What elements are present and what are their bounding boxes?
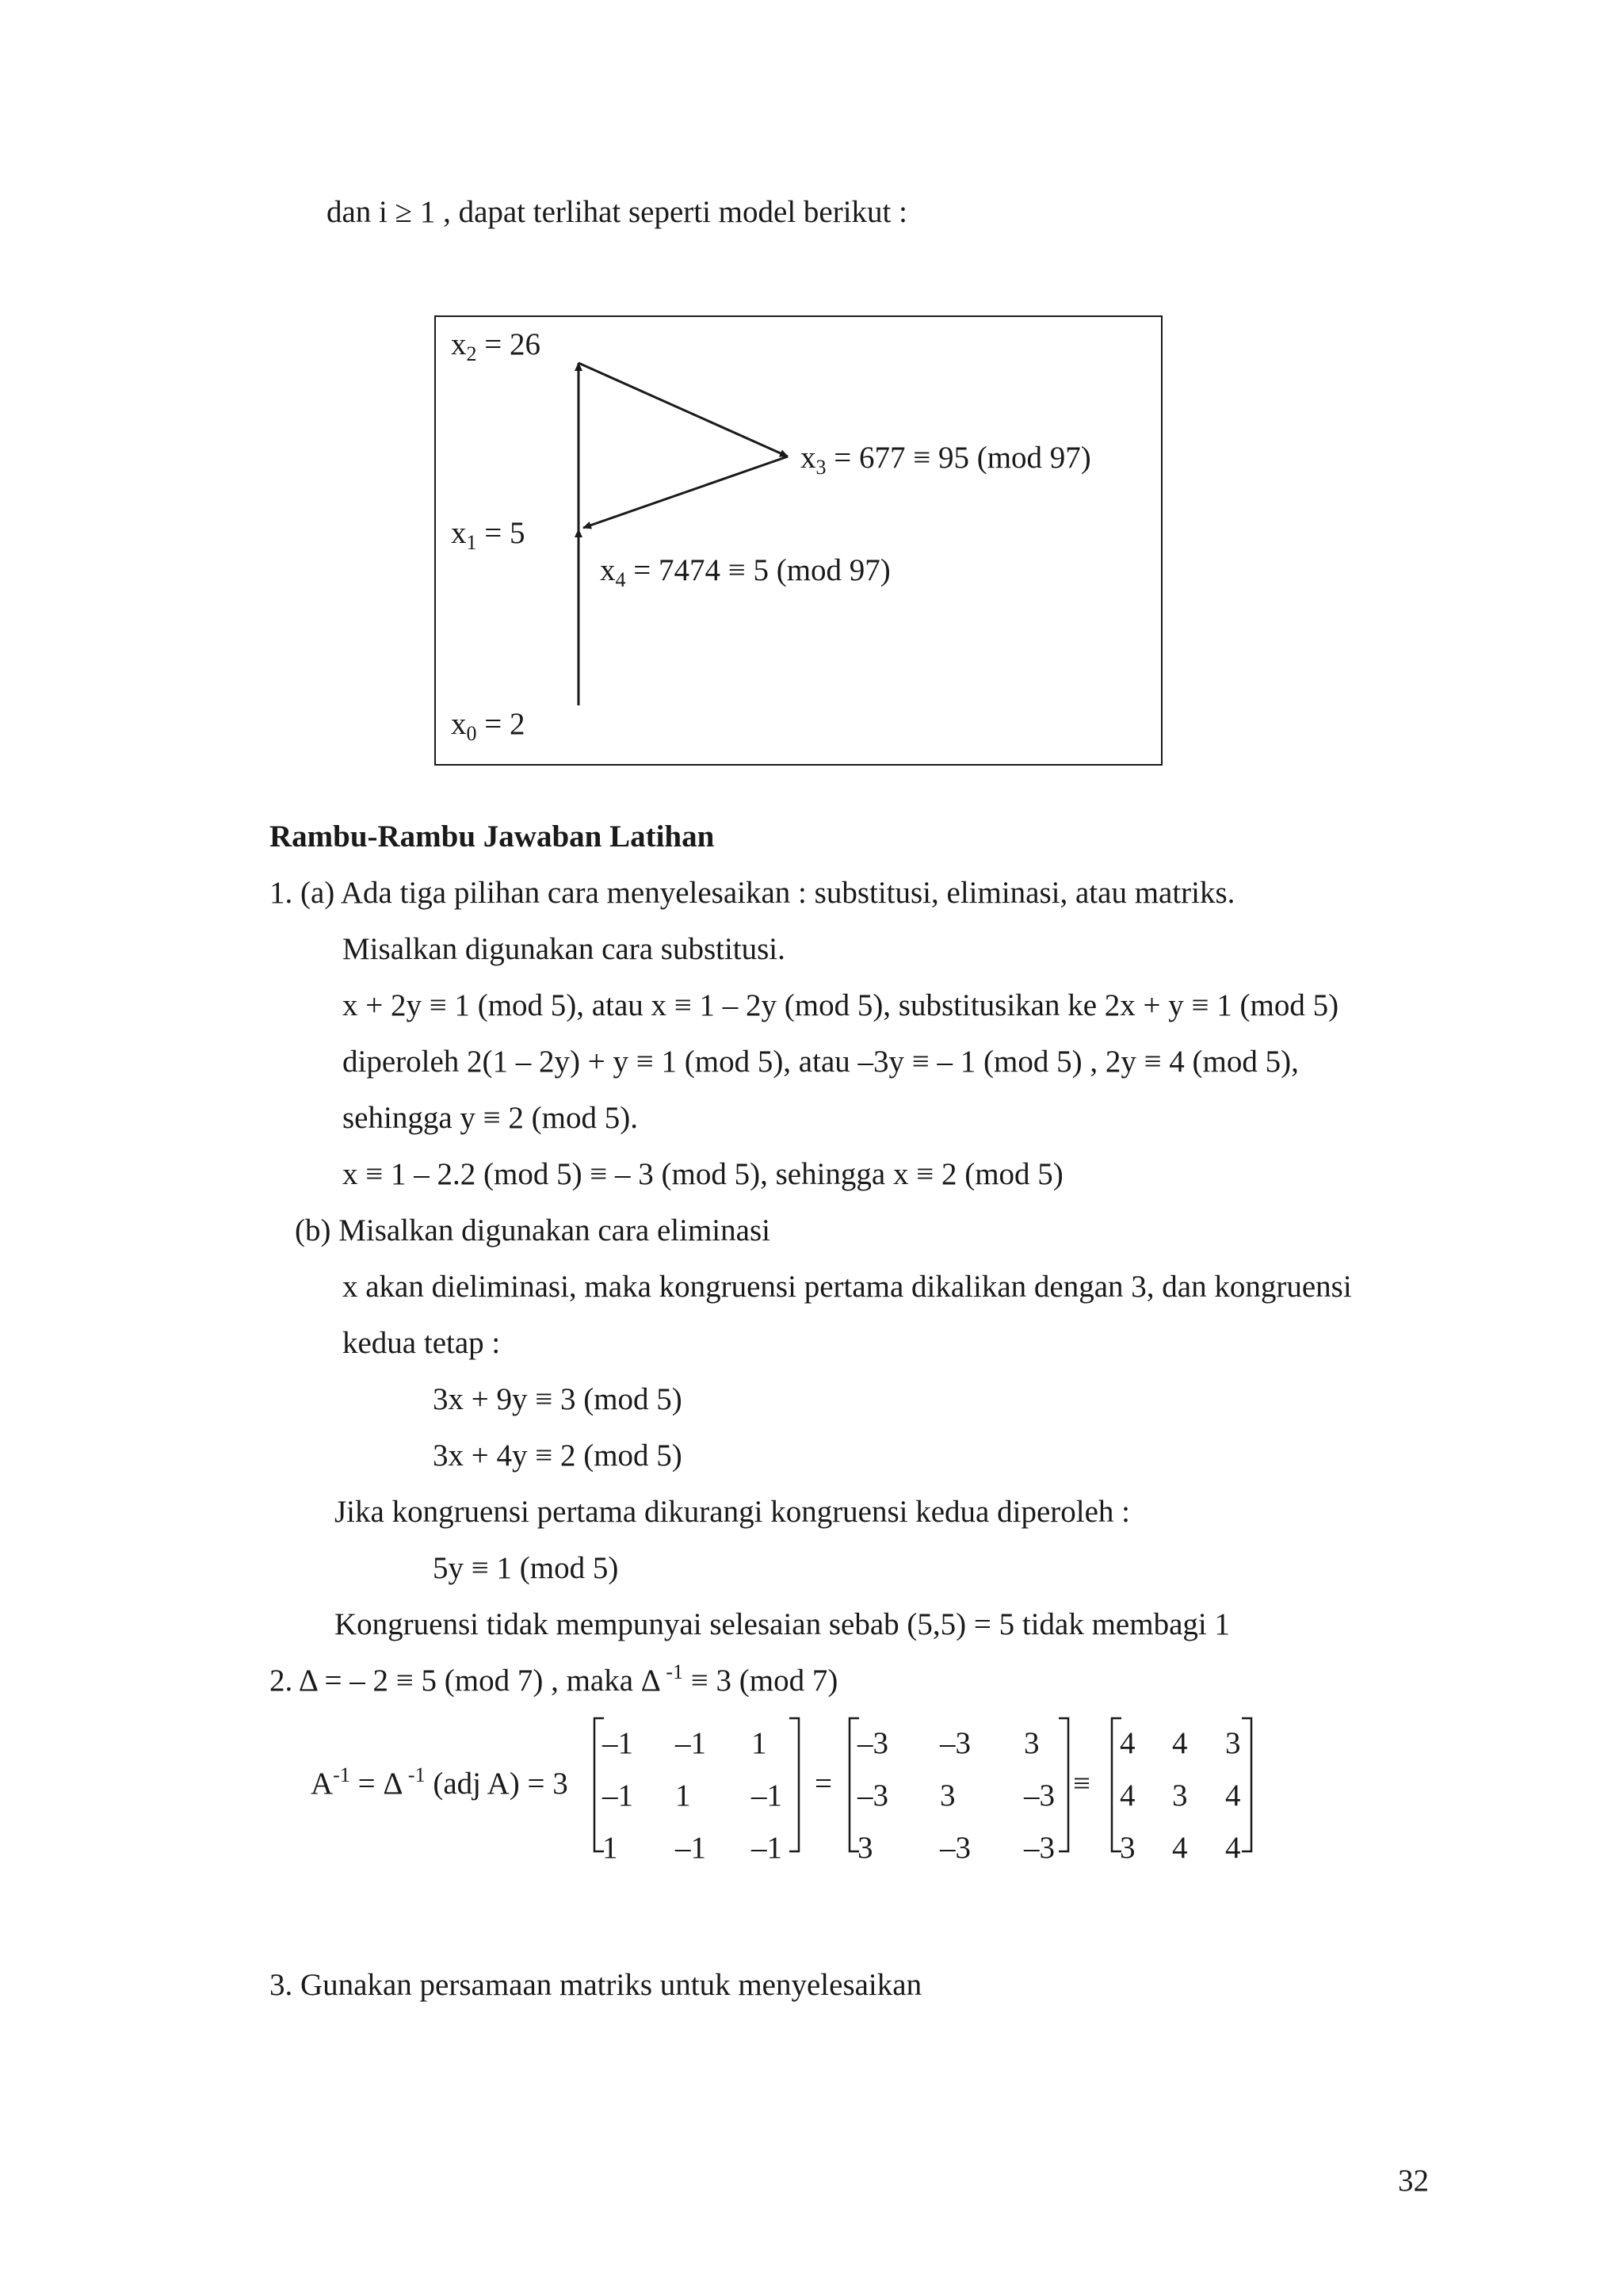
equals-sign: = <box>815 1767 832 1801</box>
answer-line: Misalkan digunakan cara substitusi. <box>342 932 785 966</box>
matrix-cell: 4 <box>1172 1831 1188 1865</box>
matrix-cell: –1 <box>602 1726 633 1760</box>
label-x1: $x_1 = 5$ <box>451 516 525 554</box>
matrix-cell: –1 <box>602 1778 633 1813</box>
matrix-cell: –3 <box>1024 1778 1055 1813</box>
answer-line: Kongruensi tidak mempunyai selesaian sebab (5,5) = 5 tidak membagi 1 <box>334 1607 1230 1641</box>
equiv-sign: ≡ <box>1073 1767 1090 1801</box>
matrix-cell: 3 <box>1225 1726 1241 1760</box>
matrix-cell: 4 <box>1120 1726 1136 1760</box>
intro-line: dan i ≥ 1 , dapat terlihat seperti model berikut : <box>327 195 907 229</box>
congruence-line: 5y ≡ 1 (mod 5) <box>433 1551 619 1585</box>
answer-line: diperoleh 2(1 – 2y) + y ≡ 1 (mod 5), atau –3y ≡ – 1 (mod 5) , 2y ≡ 4 (mod 5), <box>342 1045 1299 1079</box>
matrix-cell: 1 <box>602 1831 618 1865</box>
matrix-cell: 3 <box>940 1778 956 1813</box>
matrix-cell: –1 <box>751 1831 782 1865</box>
answer-line: Jika kongruensi pertama dikurangi kongruensi kedua diperoleh : <box>334 1495 1130 1529</box>
matrix-cell: 4 <box>1225 1778 1241 1813</box>
answer-1a-line: 1. (a) Ada tiga pilihan cara menyelesaikan : substitusi, eliminasi, atau matriks. <box>269 876 1235 910</box>
congruence-line: 3x + 4y ≡ 2 (mod 5) <box>433 1438 682 1473</box>
matrix-cell: –3 <box>1024 1831 1055 1865</box>
label-x0: $x_0 = 2$ <box>451 707 525 745</box>
label-x4: $x_4 = 7474 \equiv 5$ (mod 97) <box>600 553 891 591</box>
answer-line: x + 2y ≡ 1 (mod 5), atau x ≡ 1 – 2y (mod 5), substitusikan ke 2x + y ≡ 1 (mod 5) <box>342 988 1339 1022</box>
matrix-cell: 3 <box>1024 1726 1040 1760</box>
matrix-cell: –1 <box>675 1831 706 1865</box>
matrix-cell: 4 <box>1172 1726 1188 1760</box>
label-x2: $x_2 = 26$ <box>451 327 540 365</box>
label-x3: $x_3 = 677 \equiv 95$ (mod 97) <box>800 441 1091 479</box>
congruence-line: 3x + 9y ≡ 3 (mod 5) <box>433 1382 682 1416</box>
matrix-cell: 1 <box>751 1726 767 1760</box>
matrix-cell: –3 <box>857 1778 888 1813</box>
matrix-cell: 3 <box>1172 1778 1188 1813</box>
matrix-cell: 1 <box>675 1778 691 1813</box>
matrix-cell: –1 <box>675 1726 706 1760</box>
answer-line: x ≡ 1 – 2.2 (mod 5) ≡ – 3 (mod 5), sehingga x ≡ 2 (mod 5) <box>342 1157 1064 1191</box>
inverse-formula: $A^{-1} = \Delta$ $^{-1}$ (adj A) = 3 <box>311 1763 568 1801</box>
answer-1b-line: (b) Misalkan digunakan cara eliminasi <box>295 1213 770 1247</box>
answer-line: sehingga y ≡ 2 (mod 5). <box>342 1101 638 1135</box>
answer-2-line: 2. Δ = – 2 ≡ 5 (mod 7) , maka Δ $^{-1}$ ≡ 3 (mod 7) <box>269 1660 838 1698</box>
matrix-cell: 3 <box>1120 1831 1136 1865</box>
matrix-cell: –3 <box>857 1726 888 1760</box>
matrix-cell: –3 <box>940 1726 971 1760</box>
matrix-cell: –1 <box>751 1778 782 1813</box>
answer-line: kedua tetap : <box>342 1326 501 1360</box>
answer-3-line: 3. Gunakan persamaan matriks untuk menyelesaikan <box>269 1968 922 2002</box>
matrix-cell: –3 <box>940 1831 971 1865</box>
answer-line: x akan dieliminasi, maka kongruensi pertama dikalikan dengan 3, dan kongruensi <box>342 1270 1352 1304</box>
matrix-cell: 3 <box>857 1831 873 1865</box>
page-number: 32 <box>1398 2164 1429 2198</box>
section-heading: Rambu-Rambu Jawaban Latihan <box>269 819 715 854</box>
matrix-cell: 4 <box>1120 1778 1136 1813</box>
matrix-cell: 4 <box>1225 1831 1241 1865</box>
